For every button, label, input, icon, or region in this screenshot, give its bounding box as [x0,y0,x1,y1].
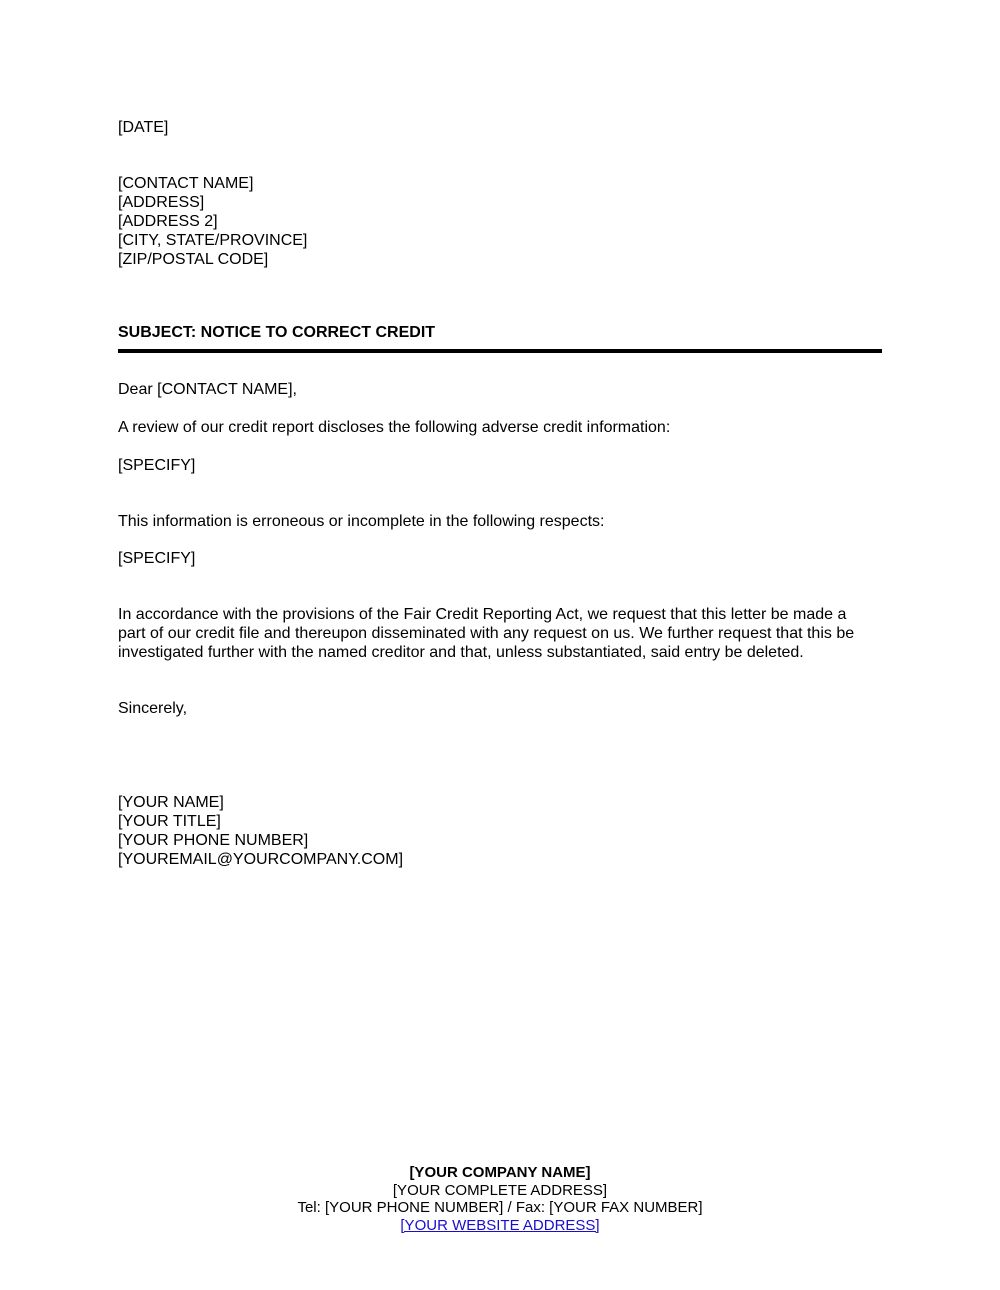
salutation: Dear [CONTACT NAME], [118,381,297,398]
signature-block [118,793,403,869]
footer-website-link[interactable]: [YOUR WEBSITE ADDRESS] [400,1216,600,1234]
paragraph-fcra-request [118,605,888,662]
footer-company-name: [YOUR COMPANY NAME] [409,1164,591,1181]
recipient-address [118,174,307,269]
footer-address: [YOUR COMPLETE ADDRESS] [392,1181,608,1199]
recipient-address-line1: [ADDRESS] [118,194,205,211]
letter-date: [DATE] [118,119,169,136]
paragraph-adverse-info: A review of our credit report discloses the following adverse credit information: [118,419,671,436]
paragraph-line: part of our credit file and thereupon disseminated with any request on us. We further request that this be [118,625,855,642]
signer-title: [YOUR TITLE] [118,813,221,830]
recipient-address-line2: [ADDRESS 2] [118,213,218,230]
paragraph-line: investigated further with the named creditor and that, unless substantiated, said entry be deleted. [118,644,804,661]
specify-placeholder-2: [SPECIFY] [118,550,196,567]
recipient-city-state: [CITY, STATE/PROVINCE] [118,232,308,249]
subject-line: SUBJECT: NOTICE TO CORRECT CREDIT [118,324,436,341]
letterhead-footer [0,1164,1000,1234]
paragraph-line: In accordance with the provisions of the Fair Credit Reporting Act, we request that this letter be made a [118,606,847,623]
closing: Sincerely, [118,700,188,717]
specify-placeholder-1: [SPECIFY] [118,457,196,474]
signer-email: [YOUREMAIL@YOURCOMPANY.COM] [118,851,404,868]
paragraph-erroneous: This information is erroneous or incomplete in the following respects: [118,513,605,530]
footer-contact: Tel: [YOUR PHONE NUMBER] / Fax: [YOUR FAX NUMBER] [297,1199,703,1216]
signer-name: [YOUR NAME] [118,794,224,811]
recipient-name: [CONTACT NAME] [118,175,254,192]
signer-phone: [YOUR PHONE NUMBER] [118,832,309,849]
subject-divider [118,349,882,353]
recipient-zip: [ZIP/POSTAL CODE] [118,251,269,268]
